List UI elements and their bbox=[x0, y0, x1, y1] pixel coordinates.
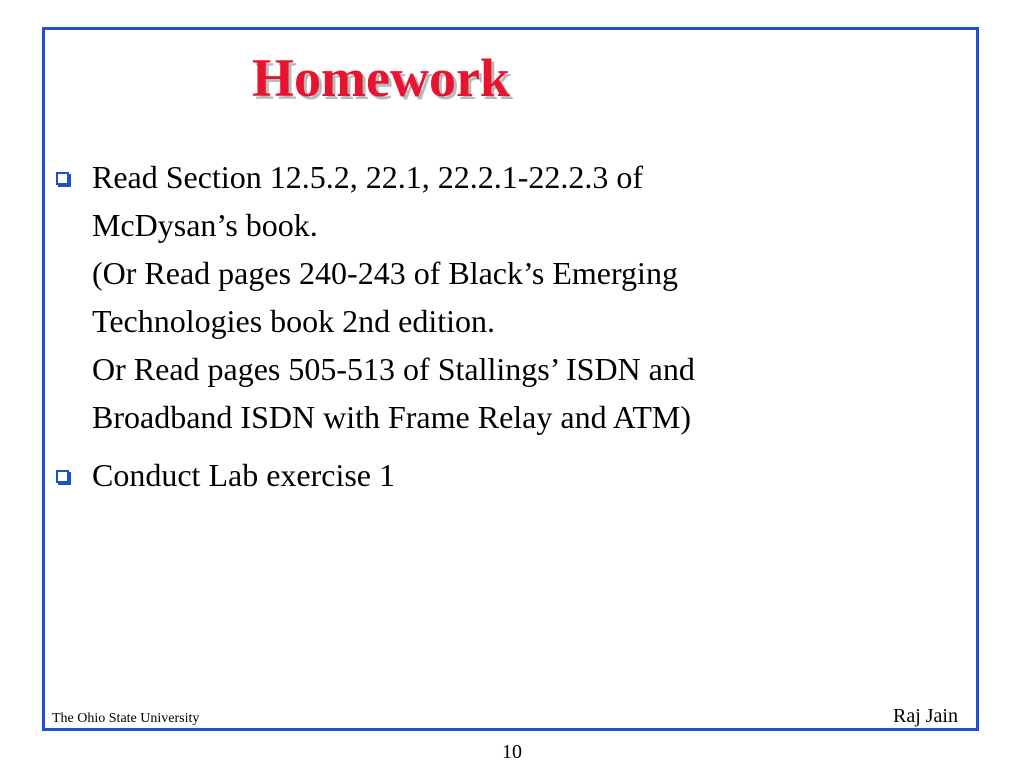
bullet-item-lab bbox=[52, 451, 952, 499]
footer-institution: The Ohio State University bbox=[52, 711, 200, 726]
bullet-text-line: Conduct Lab exercise 1 bbox=[92, 457, 395, 493]
footer-author: Raj Jain bbox=[893, 705, 958, 727]
bullet-text-line: Technologies book 2nd edition. bbox=[92, 303, 496, 339]
bullet-list bbox=[52, 153, 952, 509]
bullet-text-line: Read Section 12.5.2, 22.1, 22.2.1-22.2.3 of bbox=[92, 159, 644, 195]
bullet-text-line: (Or Read pages 240-243 of Black’s Emerging bbox=[92, 255, 678, 291]
slide-title: Homework bbox=[252, 48, 510, 108]
bullet-text-line: Or Read pages 505-513 of Stallings’ ISDN and bbox=[92, 351, 695, 387]
bullet-text-line: McDysan’s book. bbox=[92, 207, 318, 243]
bullet-item-reading bbox=[52, 153, 952, 441]
square-bullet-icon bbox=[56, 172, 69, 185]
bullet-text-line: Broadband ISDN with Frame Relay and ATM) bbox=[92, 399, 692, 435]
square-bullet-icon bbox=[56, 470, 69, 483]
page-number: 10 bbox=[502, 741, 522, 763]
